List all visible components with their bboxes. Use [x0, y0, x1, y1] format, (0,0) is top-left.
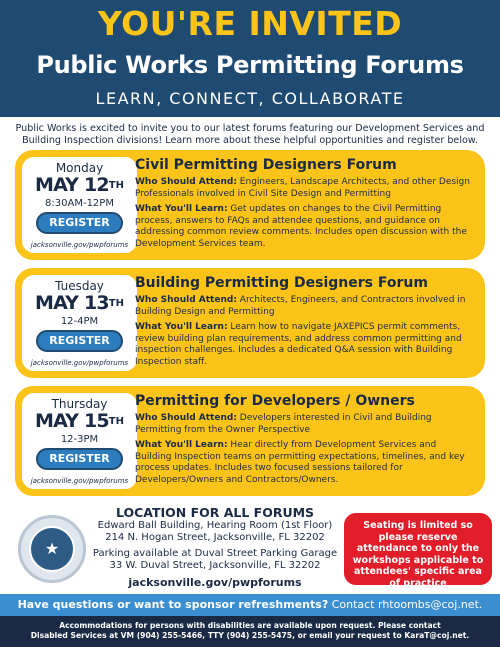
location-details — [80, 505, 350, 590]
seating-notice: Seating is limited so please reserve attendance to only the workshops applicable to attendees' specific area of practice — [344, 513, 492, 585]
location-address: 214 N. Hogan Street, Jacksonville, FL 32202 — [105, 532, 325, 543]
event-card-civil — [15, 150, 485, 260]
location-title: LOCATION FOR ALL FORUMS — [115, 505, 315, 520]
register-button[interactable]: REGISTER — [36, 330, 123, 352]
parking-address: 33 W. Duval Street, Jacksonville, FL 32202 — [109, 560, 321, 571]
footer-line-1: Accommodations for persons with disabilities are available upon request. Please contact — [59, 621, 441, 630]
header-banner — [0, 0, 500, 117]
event-link[interactable]: jacksonville.gov/pwpforums — [30, 241, 129, 249]
parking-info: Parking available at Duval Street Parking Garage — [92, 548, 338, 559]
event-date: MAY 15TH — [34, 410, 124, 432]
what-you-learn: What You'll Learn: Learn how to navigate JAXEPICS permit comments, review building plan requirements, and address common permitting and inspection challenges. Includes a dedicated Q&A session with Building Inspection staff. — [135, 322, 462, 367]
date-box — [22, 275, 137, 371]
event-time: 8:30AM-12PM — [45, 198, 114, 209]
page-title: Public Works Permitting Forums — [36, 51, 464, 79]
event-link[interactable]: jacksonville.gov/pwpforums — [30, 477, 129, 485]
event-title: Permitting for Developers / Owners — [135, 393, 415, 409]
event-info — [135, 274, 475, 372]
event-card-building — [15, 268, 485, 378]
footer-line-2: Disabled Services at VM (904) 255-5466, TTY (904) 255-5475, or email your request to KaraT@coj.net. — [30, 631, 470, 640]
event-day: Monday — [55, 161, 104, 175]
event-day: Tuesday — [55, 279, 104, 293]
star-icon: ★ — [44, 539, 60, 558]
event-card-developers — [15, 386, 485, 496]
who-should-attend: Who Should Attend: Architects, Engineers, and Contractors involved in Building Design and Permitting — [135, 295, 466, 317]
event-info — [135, 156, 475, 254]
event-date: MAY 12TH — [34, 174, 124, 196]
who-should-attend: Who Should Attend: Engineers, Landscape Architects, and other Design Professionals involved in Civil Site Design and Permitting — [135, 177, 470, 199]
event-title: Civil Permitting Designers Forum — [135, 157, 397, 173]
what-you-learn: What You'll Learn: Get updates on changes to the Civil Permitting process, answers to FAQs and attendee questions, and guidance on addressing common review comments. Includes open discussion with the Development Services team. — [135, 204, 467, 249]
questions-bar — [0, 594, 500, 616]
questions-text: Have questions or want to sponsor refreshments? — [17, 598, 329, 611]
event-day: Thursday — [51, 397, 108, 411]
event-date: MAY 13TH — [34, 292, 124, 314]
tagline: LEARN, CONNECT, COLLABORATE — [95, 89, 405, 108]
invited-heading: YOU'RE INVITED — [97, 4, 403, 43]
event-title: Building Permitting Designers Forum — [135, 275, 428, 291]
location-building: Edward Ball Building, Hearing Room (1st Floor) — [97, 520, 333, 531]
footer — [0, 616, 500, 647]
register-button[interactable]: REGISTER — [36, 448, 123, 470]
register-button[interactable]: REGISTER — [36, 212, 123, 234]
event-link[interactable]: jacksonville.gov/pwpforums — [30, 359, 129, 367]
event-time: 12-4PM — [60, 316, 99, 327]
forums-link[interactable]: jacksonville.gov/pwpforums — [128, 576, 302, 589]
who-should-attend: Who Should Attend: Developers interested in Civil and Building Permitting from the Owner Perspective — [135, 413, 432, 435]
what-you-learn: What You'll Learn: Hear directly from Development Services and Building Inspection teams on permitting expectations, timelines, and key process updates. Includes two focused sessions tailored for Developers/Owners and Contractors/Owners. — [135, 440, 465, 485]
event-time: 12-3PM — [60, 434, 99, 445]
seal-inner — [29, 526, 75, 572]
date-box — [22, 157, 137, 253]
city-seal-icon — [18, 515, 86, 583]
contact-email-link[interactable]: Contact rhtoombs@coj.net. — [331, 598, 483, 611]
date-box — [22, 393, 137, 489]
event-info — [135, 392, 475, 490]
intro-text: Public Works is excited to invite you to our latest forums featuring our Development Services and Building Inspection divisions! Learn more about these helpful opportunities and register below. — [15, 123, 485, 146]
